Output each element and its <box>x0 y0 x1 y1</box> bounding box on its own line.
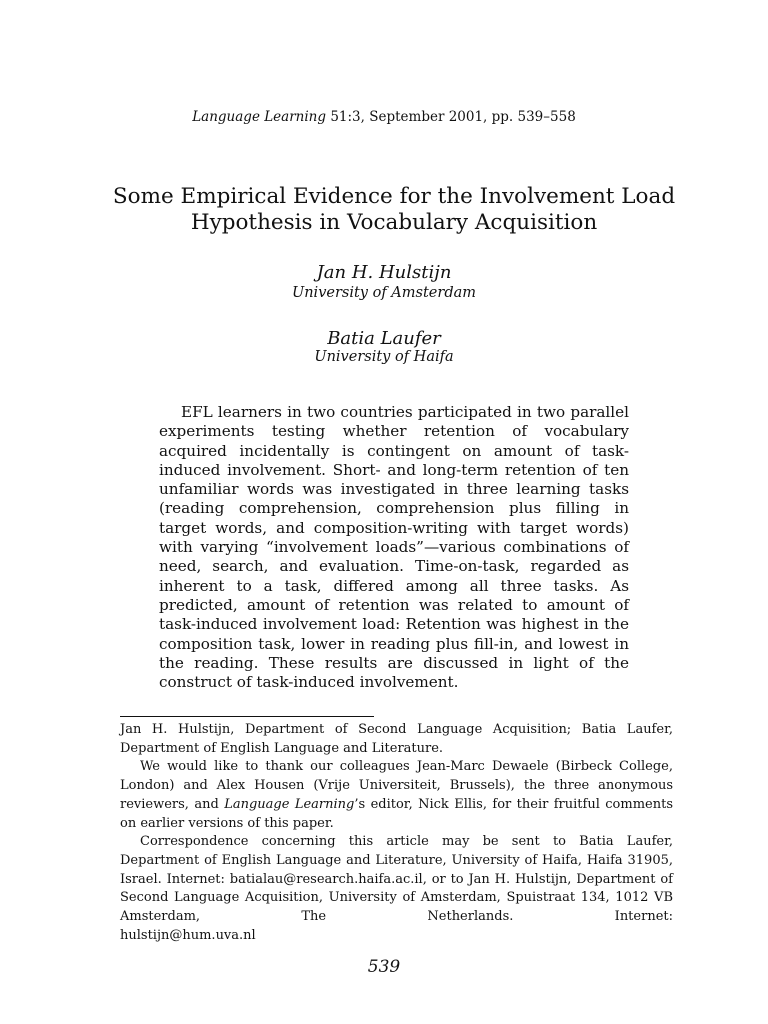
page-number: 539 <box>367 957 401 977</box>
journal-name: Language Learning <box>192 109 327 125</box>
author-affiliation: University of Amsterdam <box>292 285 476 301</box>
acknowledgments-text: We would like to thank our colleagues Jean-Marc Dewaele (Birbeck College, London) and Alex Housen (Vrije Universiteit, Brussels), the three anonymous reviewers, and <box>120 759 673 812</box>
author-affiliation: University of Haifa <box>314 349 454 365</box>
paper-title: Some Empirical Evidence for the Involvement Load Hypothesis in Vocabulary Acquisition <box>112 184 676 235</box>
footnote-correspondence: Correspondence concerning this article may be sent to Batia Laufer, Department of English Language and Literature, University of Haifa, Haifa 31905, Israel. Internet: batialau@research.haifa.ac.il, or to Jan H. Hulstijn, Department of Second Language Acquisition, University of Amsterdam, Spuistraat 134, 1012 VB Amsterdam, The Netherlands. Internet: <box>120 834 673 925</box>
footnote-divider <box>120 716 374 717</box>
abstract: EFL learners in two countries participated in two parallel experiments testing whether retention of vocabulary acquired incidentally is contingent on amount of task-induced involvement. Short- and long-term retention of ten unfamiliar words was investigated in three learning tasks (reading comprehension, comprehension plus filling in target words, and composition-writing with target words) with varying “involvement loads”—various combinations of need, search, and evaluation. Time-on-task, regarded as inherent to a task, differed among all three tasks. As predicted, amount of retention was related to amount of task-induced involvement load: Retention was highest in the composition task, lower in reading plus fill-in, and lowest in the reading. These results are discussed in light of the construct of task-induced involvement. <box>159 403 629 692</box>
footnote-acknowledgments <box>120 758 673 833</box>
correspondence-email: hulstijn@hum.uva.nl <box>120 927 256 943</box>
footnote-affiliations: Jan H. Hulstijn, Department of Second Language Acquisition; Batia Laufer, Department of English Language and Literature. <box>120 722 673 756</box>
running-head <box>0 108 768 126</box>
author-name: Jan H. Hulstijn <box>316 262 452 283</box>
author-name: Batia Laufer <box>327 328 441 349</box>
journal-name-inline: Language Learning <box>224 796 355 812</box>
acknowledgments-text-end: ’s editor, Nick Ellis, for their fruitful comments on earlier versions of this paper. <box>120 796 673 831</box>
journal-citation: 51:3, September 2001, pp. 539–558 <box>326 109 576 125</box>
footnotes <box>120 721 673 945</box>
